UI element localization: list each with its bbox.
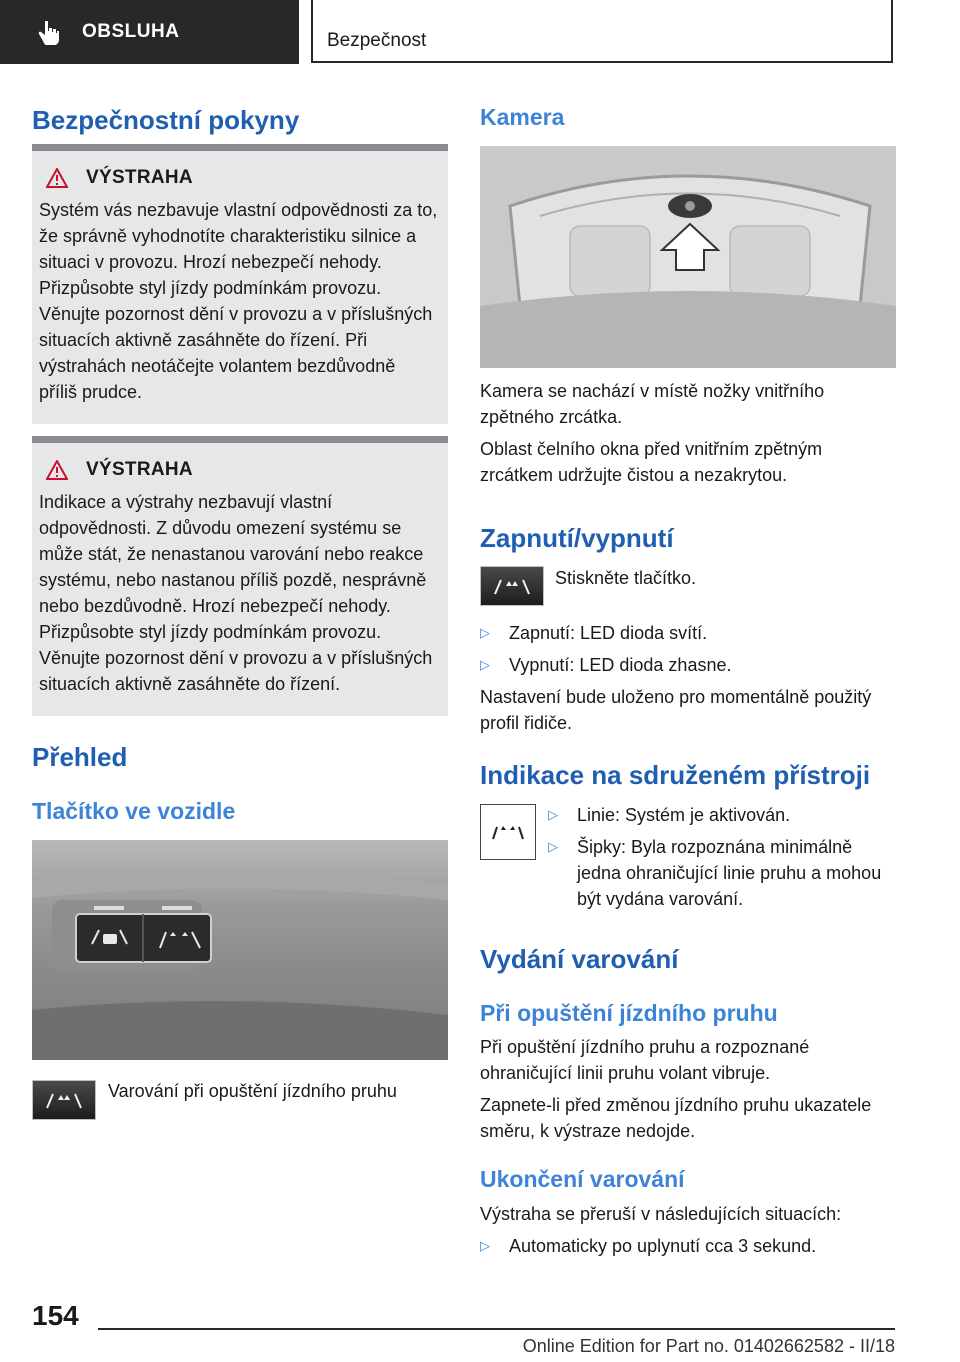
- lane-departure-button-icon: [480, 566, 544, 606]
- page-header: [0, 0, 960, 66]
- cluster-indicator-icon: [480, 804, 536, 860]
- leave-paragraph-1: Při opuštění jízdního pruhu a rozpoznané ohraničující linii pruhu volant vibruje.: [480, 1037, 810, 1083]
- list-item: ▷ Linie: Systém je aktivován.: [548, 802, 896, 828]
- chapter-tab-label: Bezpečnost: [327, 30, 427, 51]
- section-tab-label: OBSLUHA: [82, 21, 180, 42]
- warning-text: Systém vás nezbavuje vlastní odpovědnosti za to, že správně vyhodnotíte charakteristiku silnice a situaci v provozu. Hrozí nebezpečí nehody. Přizpůsobte styl jízdy podmínkám provozu. Věnujte pozornost dění v provozu a v příslušných situacích aktivně zasáhněte do řízení. Při výstrahách neotáčejte volantem bezdůvodně příliš prudce.: [39, 200, 438, 402]
- button-photo: [32, 840, 448, 1060]
- warning-triangle-icon: [46, 460, 68, 480]
- chapter-tab: [311, 0, 893, 63]
- onoff-title: Zapnutí/vypnutí: [480, 523, 674, 553]
- warning-triangle-icon: [46, 168, 68, 188]
- warning-heading: VÝSTRAHA: [86, 167, 193, 188]
- cluster-title: Indikace na sdruženém přístroji: [480, 760, 871, 790]
- end-warning-subtitle: Ukončení varování: [480, 1166, 685, 1192]
- page-number: 154: [32, 1300, 79, 1331]
- warning-heading: VÝSTRAHA: [86, 459, 193, 480]
- hand-pointer-icon: [36, 19, 62, 45]
- camera-photo-illustration: [480, 146, 896, 368]
- leave-lane-subtitle: Při opuštění jízdního pruhu: [480, 1000, 778, 1026]
- footer-divider: [98, 1328, 895, 1330]
- triangle-bullet-icon: ▷: [548, 807, 558, 822]
- list-item: ▷ Vypnutí: LED dioda zhasne.: [480, 652, 896, 678]
- camera-photo: [480, 146, 896, 368]
- section-tab: [0, 0, 299, 64]
- list-item: ▷ Zapnutí: LED dioda svítí.: [480, 620, 896, 646]
- triangle-bullet-icon: ▷: [548, 839, 558, 854]
- onoff-note: Nastavení bude uloženo pro momentálně použitý profil řidiče.: [480, 687, 872, 733]
- onoff-press-text: Stiskněte tlačítko.: [555, 568, 697, 588]
- button-subtitle: Tlačítko ve vozidle: [32, 798, 236, 824]
- leave-paragraph-2: Zapnete-li před změnou jízdního pruhu ukazatele směru, k výstraze nedojde.: [480, 1095, 872, 1141]
- camera-title: Kamera: [480, 104, 565, 130]
- triangle-bullet-icon: ▷: [480, 625, 490, 640]
- list-item: ▷ Šipky: Byla rozpoznána minimálně jedna ohraničující linie pruhu a mohou být vydána varování.: [548, 834, 896, 912]
- button-photo-illustration: [32, 840, 448, 1060]
- triangle-bullet-icon: ▷: [480, 1238, 490, 1253]
- edition-text: Online Edition for Part no. 01402662582 - II/18: [522, 1336, 895, 1356]
- overview-title: Přehled: [32, 742, 128, 772]
- camera-paragraph-1: Kamera se nachází v místě nožky vnitřního zpětného zrcátka.: [480, 381, 825, 427]
- lane-departure-button-icon: [32, 1080, 96, 1120]
- safety-title: Bezpečnostní pokyny: [32, 105, 300, 135]
- list-item: ▷ Automaticky po uplynutí cca 3 sekund.: [480, 1233, 896, 1259]
- warning-box-2: [32, 436, 448, 716]
- warning-box-1: [32, 144, 448, 424]
- button-caption: Varování při opuštění jízdního pruhu: [108, 1081, 397, 1101]
- end-paragraph: Výstraha se přeruší v následujících situacích:: [480, 1204, 842, 1224]
- triangle-bullet-icon: ▷: [480, 657, 490, 672]
- warning-output-title: Vydání varování: [480, 944, 679, 974]
- warning-text: Indikace a výstrahy nezbavují vlastní odpovědnosti. Z důvodu omezení systému se může stát, že nenastanou varování nebo reakce systému, nebo nastanou příliš pozdě, nesprávně nebo bezdůvodně. Hrozí nebezpečí nehody. Přizpůsobte styl jízdy podmínkám provozu. Věnujte pozornost dění v provozu a v příslušných situacích aktivně zasáhněte do řízení.: [39, 492, 433, 694]
- camera-paragraph-2: Oblast čelního okna před vnitřním zpětným zrcátkem udržujte čistou a nezakrytou.: [480, 439, 823, 485]
